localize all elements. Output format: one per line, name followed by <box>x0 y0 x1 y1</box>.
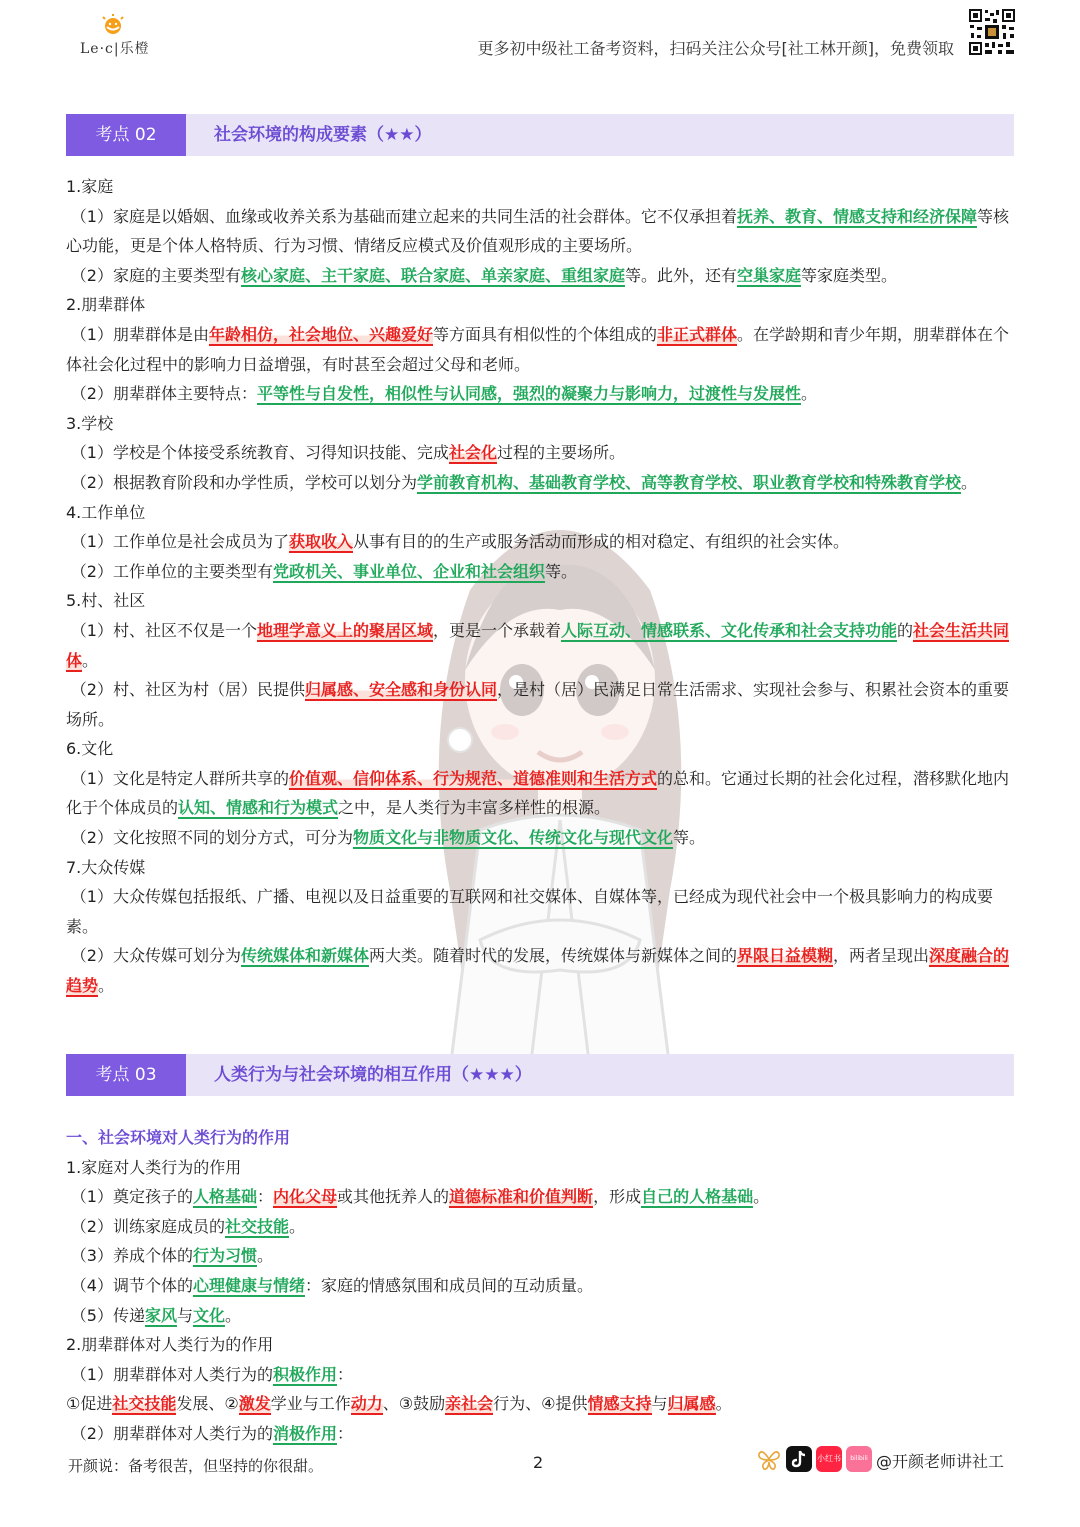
highlight-red: 价值观、信仰体系、行为规范、道德准则和生活方式 <box>288 768 657 788</box>
text: 。 <box>753 1187 770 1207</box>
highlight-red: 社会化 <box>448 443 497 463</box>
text: 等核心功能，更是个体人格特质、行为习惯、情绪反应模式及价值观形成的主要场所。 <box>66 206 1010 256</box>
text: 或其他抚养人的 <box>337 1187 450 1207</box>
highlight-green: 人格基础 <box>192 1187 257 1207</box>
text: （5）传递 <box>70 1305 145 1325</box>
paragraph <box>66 675 1018 734</box>
paragraph <box>66 941 1018 1000</box>
text: （2）根据教育阶段和办学性质，学校可以划分为 <box>70 472 417 492</box>
section-title: 社会环境的构成要素（★★） <box>214 125 432 145</box>
text: ，更是一个承载着 <box>433 620 562 640</box>
paragraph <box>66 764 1018 823</box>
paragraph <box>66 320 1018 379</box>
text: （2）家庭的主要类型有 <box>70 265 241 285</box>
highlight-red: 年龄相仿，社会地位、兴趣爱好 <box>208 324 433 344</box>
text: （4）调节个体的 <box>70 1275 193 1295</box>
highlight-green: 文化 <box>193 1305 226 1325</box>
text: （1）工作单位是社会成员为了 <box>70 532 289 552</box>
text: 。 <box>225 1305 242 1325</box>
heading-media: 7.大众传媒 <box>66 857 146 877</box>
qr-code-icon <box>968 8 1016 56</box>
text: 。 <box>715 1394 732 1414</box>
text: （2）朋辈群体主要特点： <box>70 384 257 404</box>
text: 等方面具有相似性的个体组成的 <box>433 324 658 344</box>
highlight-red: 地理学意义上的聚居区域 <box>256 620 433 640</box>
text: 两大类。随着时代的发展，传统媒体与新媒体之间的 <box>369 946 738 966</box>
text: ，形成 <box>593 1187 642 1207</box>
header-promo-text: 更多初中级社工备考资料，扫码关注公众号[社工林开颜]，免费领取 <box>477 39 954 58</box>
text: 从事有目的的生产或服务活动而形成的相对稳定、有组织的社会实体。 <box>353 532 850 552</box>
text: （2）工作单位的主要类型有 <box>70 561 273 581</box>
text: 、③鼓励 <box>382 1394 446 1414</box>
text: 行为、④提供 <box>493 1394 588 1414</box>
text: ①促进 <box>66 1394 113 1414</box>
section-02-body <box>66 172 1018 1001</box>
paragraph <box>66 261 1018 291</box>
highlight-red: 亲社会 <box>445 1394 494 1414</box>
text: 。 <box>257 1246 274 1266</box>
text: （1）朋辈群体对人类行为的 <box>70 1364 273 1384</box>
highlight-red: 道德标准和价值判断 <box>449 1187 594 1207</box>
text: 发展、② <box>176 1394 239 1414</box>
highlight-green: 自己的人格基础 <box>641 1187 754 1207</box>
highlight-green: 行为习惯 <box>192 1246 257 1266</box>
text: （1）村、社区不仅是一个 <box>70 620 257 640</box>
text: 与 <box>177 1305 194 1325</box>
highlight-red: 激发 <box>238 1394 271 1414</box>
highlight-red: 情感支持 <box>587 1394 652 1414</box>
highlight-green: 党政机关、事业单位、企业和社会组织 <box>272 561 545 581</box>
highlight-green: 物质文化与非物质文化、传统文化与现代文化 <box>352 828 673 848</box>
section-bar-03 <box>66 1054 1014 1096</box>
section-tag: 考点 03 <box>66 1054 186 1096</box>
heading-work: 4.工作单位 <box>66 502 146 522</box>
highlight-green: 认知、情感和行为模式 <box>178 798 339 818</box>
text: （1）奠定孩子的 <box>70 1187 193 1207</box>
section-03-body <box>66 1123 1018 1449</box>
highlight-red: 非正式群体 <box>657 324 738 344</box>
text: （1）朋辈群体是由 <box>70 324 209 344</box>
text: （2）朋辈群体对人类行为的 <box>70 1423 273 1443</box>
page-header <box>0 0 1080 70</box>
list-item <box>66 1212 1018 1242</box>
highlight-green: 消极作用 <box>272 1423 337 1443</box>
highlight-green: 人际互动、情感联系、文化传承和社会支持功能 <box>561 620 898 640</box>
highlight-green: 学前教育机构、基础教育学校、高等教育学校、职业教育学校和特殊教育学校 <box>416 472 961 492</box>
highlight-green: 空巢家庭 <box>737 265 802 285</box>
text: 的 <box>897 620 914 640</box>
paragraph <box>66 438 1018 468</box>
butterfly-icon[interactable] <box>756 1446 782 1472</box>
logo <box>76 14 166 58</box>
text: 等。 <box>545 561 578 581</box>
section-tag: 考点 02 <box>66 114 186 156</box>
social-handle: @开颜老师讲社工 <box>876 1452 1005 1471</box>
highlight-green: 平等性与自发性，相似性与认同感，强烈的凝聚力与影响力，过渡性与发展性 <box>256 384 801 404</box>
text: （1）家庭是以婚姻、血缘或收养关系为基础而建立起来的共同生活的社会群体。它不仅承担着 <box>70 206 737 226</box>
section-title: 人类行为与社会环境的相互作用（★★★） <box>214 1065 532 1085</box>
highlight-green: 家风 <box>144 1305 177 1325</box>
text: ： <box>257 1187 274 1207</box>
page-number: 2 <box>533 1453 544 1472</box>
paragraph <box>66 202 1018 261</box>
sun-logo-icon <box>100 14 126 36</box>
heading-village: 5.村、社区 <box>66 591 146 611</box>
text: 。 <box>961 472 978 492</box>
text: （2）大众传媒可划分为 <box>70 946 241 966</box>
highlight-red: 获取收入 <box>288 532 353 552</box>
paragraph <box>66 379 1018 409</box>
heading-peer-effect: 2.朋辈群体对人类行为的作用 <box>66 1335 274 1355</box>
highlight-red: 归属感 <box>667 1394 716 1414</box>
text: 等家庭类型。 <box>801 265 898 285</box>
highlight-red: 社交技能 <box>112 1394 177 1414</box>
paragraph <box>66 468 1018 498</box>
list-item <box>66 1389 1018 1419</box>
subheading: 一、社会环境对人类行为的作用 <box>66 1128 291 1147</box>
tiktok-icon[interactable] <box>786 1446 812 1472</box>
highlight-red: 归属感、安全感和身份认同 <box>304 680 497 700</box>
text: 等。 <box>673 828 706 848</box>
logo-text: Le·c|乐橙 <box>80 41 150 57</box>
highlight-green: 积极作用 <box>272 1364 337 1384</box>
highlight-green: 社交技能 <box>224 1216 289 1236</box>
footer-slogan: 开颜说：备考很苦，但坚持的你很甜。 <box>68 1457 324 1475</box>
text: 与 <box>651 1394 668 1414</box>
highlight-green: 核心家庭、主干家庭、联合家庭、单亲家庭、重组家庭 <box>240 265 625 285</box>
list-item <box>66 1241 1018 1271</box>
highlight-red: 内化父母 <box>273 1187 338 1207</box>
highlight-green: 抚养、教育、情感支持和经济保障 <box>736 206 977 226</box>
text: ： <box>337 1364 354 1384</box>
text: 的总和。它通过长期的社会化过程，潜移默化地内化于个体成员的 <box>66 768 1010 818</box>
text: 。 <box>82 650 99 670</box>
text: （1）学校是个体接受系统教育、习得知识技能、完成 <box>70 443 449 463</box>
xiaohongshu-icon[interactable]: 小红书 <box>816 1446 842 1472</box>
list-item <box>66 1271 1018 1301</box>
text: （1）文化是特定人群所共享的 <box>70 768 289 788</box>
text: 之中，是人类行为丰富多样性的根源。 <box>338 798 611 818</box>
text: （2）村、社区为村（居）民提供 <box>70 680 305 700</box>
paragraph: （1）大众传媒包括报纸、广播、电视以及日益重要的互联网和社交媒体、自媒体等，已经成为现代社会中一个极具影响力的构成要素。 <box>66 887 993 936</box>
list-item <box>66 1182 1018 1212</box>
paragraph <box>66 527 1018 557</box>
paragraph <box>66 823 1018 853</box>
text: 等。此外，还有 <box>625 265 738 285</box>
text: （3）养成个体的 <box>70 1246 193 1266</box>
text: ： <box>337 1423 354 1443</box>
highlight-green: 传统媒体和新媒体 <box>240 946 369 966</box>
heading-family: 1.家庭 <box>66 177 114 196</box>
text: （2）文化按照不同的划分方式，可分为 <box>70 828 353 848</box>
section-bar-02 <box>66 114 1014 156</box>
text: ，是村（居）民满足日常生活需求、实现社会参与、积累社会资本的重要场所。 <box>66 680 1010 729</box>
highlight-red: 动力 <box>350 1394 383 1414</box>
highlight-red: 社会生活共同体 <box>66 620 1010 670</box>
text: ，两者呈现出 <box>833 946 930 966</box>
highlight-green: 心理健康与情绪 <box>192 1275 305 1295</box>
text: 。在学龄期和青少年期，朋辈群体在个体社会化过程中的影响力日益增强，有时甚至会超过父母和老师。 <box>66 324 1010 374</box>
paragraph <box>66 616 1018 675</box>
list-item <box>66 1301 1018 1331</box>
highlight-red: 深度融合的趋势 <box>66 946 1010 996</box>
text: 学业与工作 <box>270 1394 351 1414</box>
paragraph <box>66 557 1018 587</box>
text: （2）训练家庭成员的 <box>70 1216 225 1236</box>
list-item <box>66 1419 1018 1449</box>
heading-school: 3.学校 <box>66 413 114 433</box>
list-item <box>66 1360 1018 1390</box>
heading-peer: 2.朋辈群体 <box>66 295 146 315</box>
highlight-red: 界限日益模糊 <box>737 946 834 966</box>
text: ：家庭的情感氛围和成员间的互动质量。 <box>305 1275 594 1295</box>
bilibili-icon[interactable]: bilibili <box>846 1446 872 1472</box>
heading-family-effect: 1.家庭对人类行为的作用 <box>66 1157 242 1177</box>
text: 。 <box>801 384 818 404</box>
heading-culture: 6.文化 <box>66 739 114 759</box>
text: 过程的主要场所。 <box>497 443 626 463</box>
text: 。 <box>98 976 115 996</box>
text: 。 <box>289 1216 306 1236</box>
